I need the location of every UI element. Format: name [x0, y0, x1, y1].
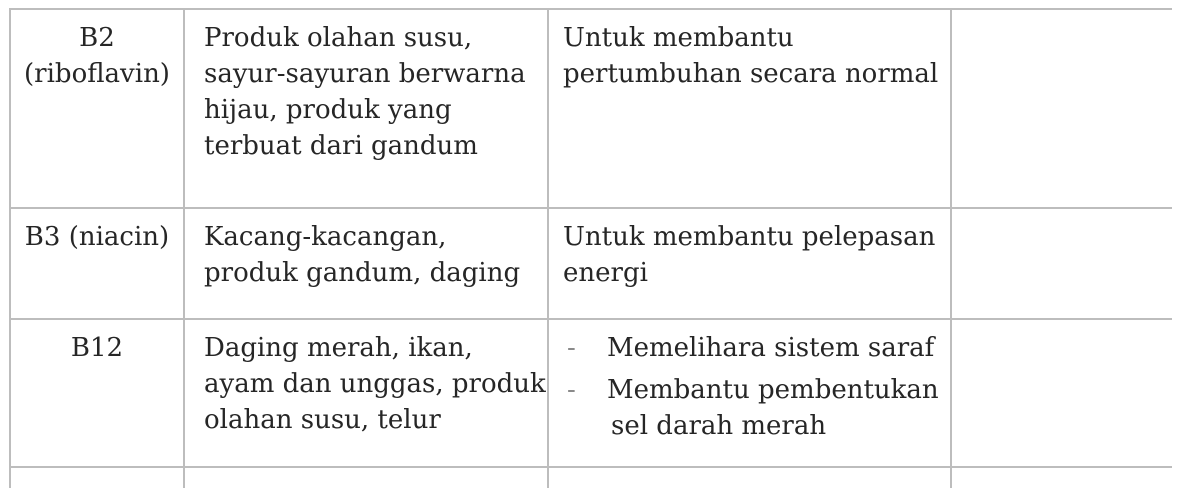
function-cell — [548, 208, 951, 319]
function-cell — [548, 467, 951, 488]
function-line: pertumbuhan secara normal — [563, 59, 939, 89]
vitamin-cell — [10, 319, 184, 467]
dash-bullet: - — [567, 333, 576, 363]
empty-cell — [951, 319, 1172, 467]
food-source-line: Produk olahan susu, — [204, 23, 473, 53]
dash-bullet: - — [567, 375, 576, 405]
food-source-line: produk gandum, daging — [204, 258, 521, 288]
table-row — [10, 208, 1172, 319]
empty-cell — [951, 467, 1172, 488]
function-list — [563, 330, 939, 444]
vitamin-name-alt: (riboflavin) — [24, 59, 170, 89]
food-source-cell — [184, 9, 548, 208]
function-line: Membantu pembentukan — [607, 375, 939, 405]
vitamin-table-container — [9, 8, 1172, 488]
table-row — [10, 467, 1172, 488]
food-source-cell — [184, 319, 548, 467]
function-line: Untuk membantu pelepasan — [563, 222, 936, 252]
empty-cell — [951, 9, 1172, 208]
function-cell — [548, 9, 951, 208]
function-line: Memelihara sistem saraf — [607, 333, 935, 363]
food-source-line: olahan susu, telur — [204, 405, 441, 435]
food-source-line: hijau, produk yang — [204, 95, 452, 125]
food-source-cell — [184, 467, 548, 488]
food-source-line: terbuat dari gandum — [204, 131, 478, 161]
food-source-line: sayur-sayuran berwarna — [204, 59, 526, 89]
vitamin-name: B12 — [70, 333, 124, 363]
function-cell — [548, 319, 951, 467]
table-row — [10, 9, 1172, 208]
food-source-cell — [184, 208, 548, 319]
vitamin-name: B3 (niacin) — [24, 222, 170, 252]
function-line: sel darah merah — [611, 411, 827, 441]
food-source-line: ayam dan unggas, produk — [204, 369, 546, 399]
vitamin-cell — [10, 208, 184, 319]
function-line: energi — [563, 258, 648, 288]
table-row — [10, 319, 1172, 467]
list-item — [563, 330, 936, 366]
list-item — [563, 372, 939, 444]
vitamin-cell — [10, 9, 184, 208]
empty-cell — [951, 208, 1172, 319]
function-line: Untuk membantu — [563, 23, 794, 53]
food-source-line: Daging merah, ikan, — [204, 333, 473, 363]
vitamin-table — [9, 8, 1172, 488]
vitamin-name: B2 — [79, 23, 115, 53]
vitamin-cell — [10, 467, 184, 488]
food-source-line: Kacang-kacangan, — [204, 222, 447, 252]
